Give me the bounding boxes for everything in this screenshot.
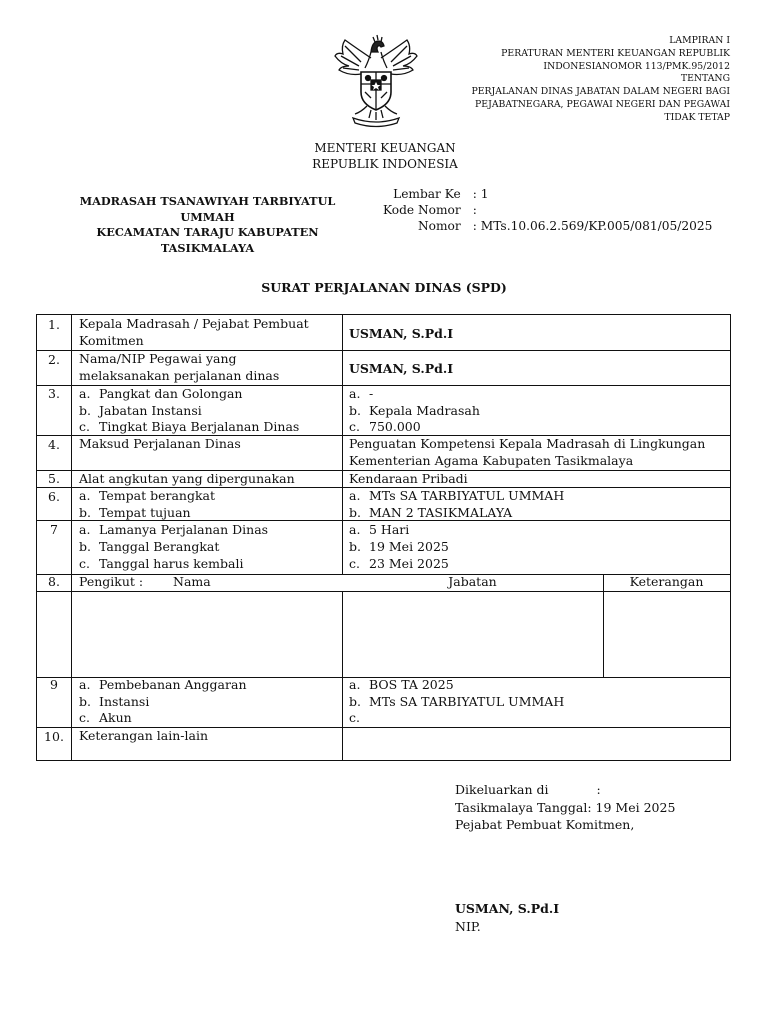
row-number: 8.	[48, 574, 60, 589]
school-line: UMMAH	[180, 209, 235, 224]
nomor-value: : MTs.10.06.2.569/KP.005/081/05/2025	[472, 219, 713, 233]
list-item: c. 750.000	[349, 419, 421, 434]
list-item: c.	[349, 710, 360, 725]
signer-name: USMAN, S.Pd.I	[455, 901, 560, 916]
list-item: a. Pembebanan Anggaran	[79, 677, 247, 692]
row-label	[79, 351, 279, 384]
row-number: 5.	[48, 471, 60, 486]
row-value-list	[349, 386, 480, 436]
list-item: a. 5 Hari	[349, 522, 410, 537]
row-label-list	[79, 521, 268, 572]
pengikut-label: Pengikut :	[79, 574, 144, 589]
row-number: 6.	[48, 489, 60, 504]
row-label: Maksud Perjalanan Dinas	[79, 436, 241, 451]
row-value-line: Kementerian Agama Kabupaten Tasikmalaya	[349, 452, 634, 468]
column-divider	[71, 315, 72, 760]
row-label-line: Nama/NIP Pegawai yang	[79, 351, 237, 366]
lampiran-line: PERJALANAN DINAS JABATAN DALAM NEGERI BAGI	[471, 86, 730, 98]
row-label-line: melaksanakan perjalanan dinas	[79, 367, 280, 383]
school-line: TASIKMALAYA	[160, 240, 255, 255]
document-meta	[383, 186, 712, 234]
lampiran-header	[450, 35, 730, 125]
row-label	[79, 316, 309, 349]
list-item: b. Tempat tujuan	[79, 504, 191, 520]
list-item: b. MAN 2 TASIKMALAYA	[349, 504, 513, 520]
row-number: 9	[50, 677, 58, 692]
ministry-title	[300, 140, 470, 172]
lampiran-line: INDONESIANOMOR 113/PMK.95/2012	[543, 60, 730, 72]
signature-block	[455, 781, 675, 834]
spd-table	[36, 314, 731, 761]
row-number: 2.	[48, 352, 60, 367]
row-value-list	[349, 677, 564, 727]
issued-at-colon: :	[596, 782, 601, 797]
row-label-list	[79, 488, 215, 521]
column-divider	[342, 591, 343, 760]
row-value-list	[349, 488, 564, 521]
list-item: c. Akun	[79, 710, 132, 725]
list-item: b. Kepala Madrasah	[349, 402, 480, 418]
row-value: Kendaraan Pribadi	[349, 471, 468, 486]
issued-date: Tasikmalaya Tanggal: 19 Mei 2025	[455, 799, 676, 815]
row-divider	[37, 591, 730, 592]
lembar-label: Lembar Ke	[393, 187, 461, 201]
list-item: c. Tanggal harus kembali	[79, 556, 244, 571]
nomor-label: Nomor	[418, 219, 461, 233]
list-item: a. -	[349, 386, 374, 401]
row-label: Keterangan lain-lain	[79, 728, 208, 743]
list-item: b. 19 Mei 2025	[349, 539, 449, 554]
kode-value: :	[472, 203, 477, 217]
list-item: a. Lamanya Perjalanan Dinas	[79, 522, 269, 537]
jabatan-header: Jabatan	[448, 574, 497, 589]
row-label-list	[79, 677, 247, 727]
list-item: b. Jabatan Instansi	[79, 402, 202, 418]
lampiran-line: TENTANG	[680, 73, 730, 85]
row-number: 3.	[48, 386, 60, 401]
issued-at-line	[455, 781, 675, 799]
kode-label: Kode Nomor	[383, 203, 461, 217]
list-item: a. MTs SA TARBIYATUL UMMAH	[349, 488, 565, 503]
row-label-line: Komitmen	[79, 332, 144, 348]
row-number: 1.	[48, 317, 60, 332]
row-value-list	[349, 521, 449, 572]
list-item: b. MTs SA TARBIYATUL UMMAH	[349, 693, 565, 709]
lampiran-line: PEJABATNEGARA, PEGAWAI NEGERI DAN PEGAWAI	[475, 98, 730, 110]
row-label-list	[79, 386, 299, 436]
row-label-line: Kepala Madrasah / Pejabat Pembuat	[79, 316, 309, 331]
row-number: 10.	[44, 729, 64, 744]
ministry-line: MENTERI KEUANGAN	[314, 141, 456, 155]
list-item: c. Tingkat Biaya Berjalanan Dinas	[79, 419, 300, 434]
list-item: c. 23 Mei 2025	[349, 556, 449, 571]
school-line: MADRASAH TSANAWIYAH TARBIYATUL	[79, 194, 336, 208]
list-item: a. Tempat berangkat	[79, 488, 215, 503]
lampiran-line: PERATURAN MENTERI KEUANGAN REPUBLIK	[501, 47, 730, 59]
row-value: USMAN, S.Pd.I	[349, 326, 454, 341]
ministry-line: REPUBLIK INDONESIA	[312, 157, 458, 171]
lampiran-line: TIDAK TETAP	[664, 111, 730, 123]
lampiran-line: LAMPIRAN I	[669, 35, 730, 46]
row-number: 7	[50, 522, 58, 537]
list-item: b. Instansi	[79, 693, 150, 709]
garuda-emblem-icon	[331, 32, 421, 128]
list-item: a. BOS TA 2025	[349, 677, 454, 692]
signer	[455, 900, 559, 935]
row-number: 4.	[48, 437, 60, 452]
signer-position: Pejabat Pembuat Komitmen,	[455, 817, 635, 832]
signer-nip: NIP.	[455, 918, 481, 934]
list-item: b. Tanggal Berangkat	[79, 539, 220, 554]
lembar-value: : 1	[472, 187, 489, 201]
document-title: SURAT PERJALANAN DINAS (SPD)	[261, 280, 507, 295]
column-divider	[342, 315, 343, 574]
keterangan-header: Keterangan	[629, 574, 704, 589]
nama-header: Nama	[173, 574, 211, 589]
row-value: USMAN, S.Pd.I	[349, 361, 454, 376]
school-line: KECAMATAN TARAJU KABUPATEN	[96, 225, 319, 239]
issued-at-label: Dikeluarkan di	[455, 782, 549, 797]
school-name	[70, 194, 345, 256]
list-item: a. Pangkat dan Golongan	[79, 386, 243, 401]
row-value-line: Penguatan Kompetensi Kepala Madrasah di Lingkungan	[349, 436, 706, 451]
row-label: Alat angkutan yang dipergunakan	[79, 471, 295, 486]
row-value	[349, 436, 705, 469]
